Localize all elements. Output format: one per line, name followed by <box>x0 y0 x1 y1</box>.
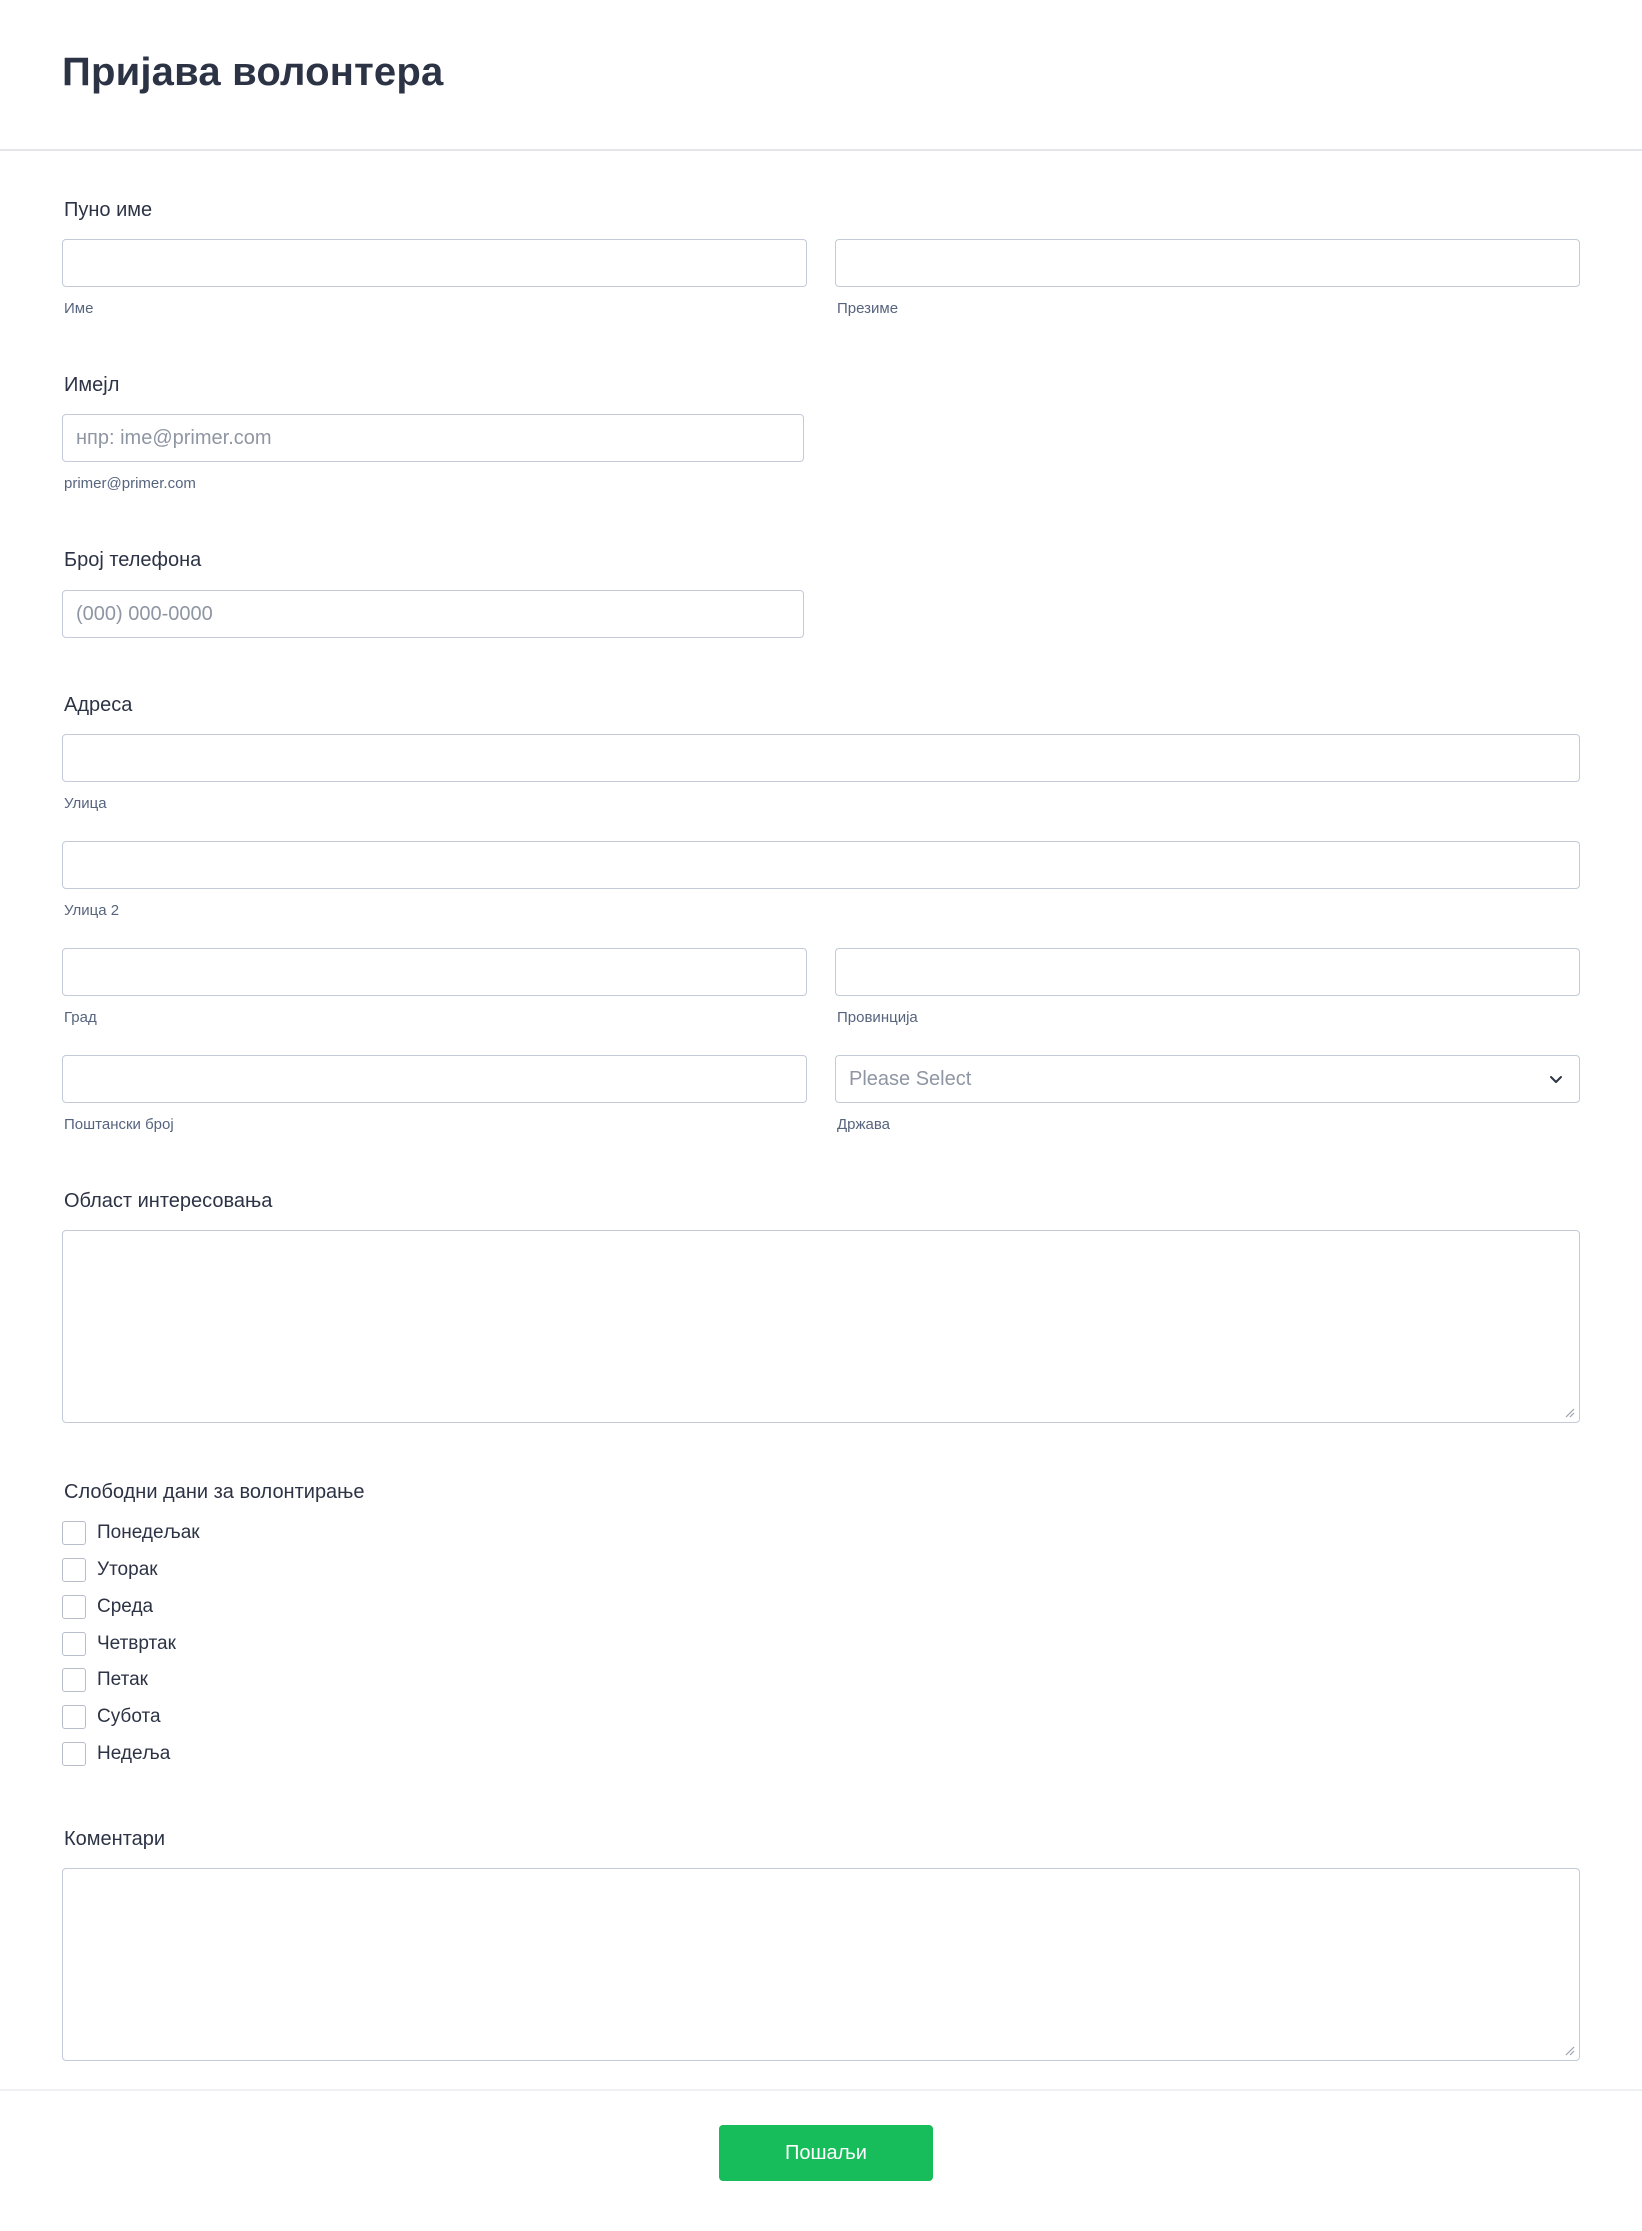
interest-label: Област интересовања <box>64 1190 273 1212</box>
first-name-input[interactable] <box>62 239 807 287</box>
street-input[interactable] <box>62 734 1580 782</box>
day-option-label: Уторак <box>97 1559 158 1580</box>
full-name-label: Пуно име <box>64 199 153 221</box>
postal-code-input[interactable] <box>62 1055 807 1103</box>
submit-button[interactable]: Пошаљи <box>719 2125 933 2181</box>
day-checkbox[interactable] <box>62 1521 86 1545</box>
postal-code-sublabel: Поштански број <box>64 1116 174 1133</box>
day-checkbox[interactable] <box>62 1632 86 1656</box>
day-checkbox[interactable] <box>62 1595 86 1619</box>
last-name-sublabel: Презиме <box>837 300 899 317</box>
day-option-wednesday[interactable] <box>62 1594 153 1620</box>
first-name-sublabel: Име <box>64 300 94 317</box>
city-sublabel: Град <box>64 1009 97 1026</box>
day-option-saturday[interactable] <box>62 1704 161 1730</box>
day-option-sunday[interactable] <box>62 1741 170 1767</box>
street2-input[interactable] <box>62 841 1580 889</box>
day-option-label: Недеља <box>97 1743 171 1764</box>
province-sublabel: Провинција <box>837 1009 918 1026</box>
email-sublabel: primer@primer.com <box>64 475 196 492</box>
day-checkbox[interactable] <box>62 1668 86 1692</box>
day-checkbox[interactable] <box>62 1742 86 1766</box>
country-select-value: Please Select <box>849 1067 972 1090</box>
email-label: Имејл <box>64 374 120 396</box>
day-option-label: Понедељак <box>97 1522 200 1543</box>
street2-sublabel: Улица 2 <box>64 902 120 919</box>
days-label: Слободни дани за волонтирање <box>64 1481 365 1503</box>
email-input[interactable] <box>62 414 804 462</box>
day-option-tuesday[interactable] <box>62 1557 158 1583</box>
address-label: Адреса <box>64 694 133 716</box>
form-header <box>0 0 1642 151</box>
interest-textarea[interactable] <box>62 1230 1580 1423</box>
comments-textarea[interactable] <box>62 1868 1580 2061</box>
city-input[interactable] <box>62 948 807 996</box>
day-option-label: Среда <box>97 1596 154 1617</box>
last-name-input[interactable] <box>835 239 1580 287</box>
footer-divider <box>0 2089 1642 2091</box>
day-checkbox[interactable] <box>62 1558 86 1582</box>
day-option-label: Субота <box>97 1706 161 1727</box>
phone-input[interactable] <box>62 590 804 638</box>
resize-handle-icon[interactable] <box>1563 2044 1575 2056</box>
day-option-friday[interactable] <box>62 1667 148 1693</box>
day-checkbox[interactable] <box>62 1705 86 1729</box>
form-title: Пријава волонтера <box>62 50 444 94</box>
chevron-down-icon <box>1547 1070 1565 1088</box>
province-input[interactable] <box>835 948 1580 996</box>
day-option-monday[interactable] <box>62 1520 200 1546</box>
country-sublabel: Држава <box>837 1116 891 1133</box>
country-select[interactable] <box>835 1055 1580 1103</box>
phone-label: Број телефона <box>64 549 202 571</box>
day-option-label: Четвртак <box>97 1633 176 1654</box>
comments-label: Коментари <box>64 1828 166 1850</box>
street-sublabel: Улица <box>64 795 107 812</box>
resize-handle-icon[interactable] <box>1563 1406 1575 1418</box>
day-option-thursday[interactable] <box>62 1631 176 1657</box>
day-option-label: Петак <box>97 1669 148 1690</box>
